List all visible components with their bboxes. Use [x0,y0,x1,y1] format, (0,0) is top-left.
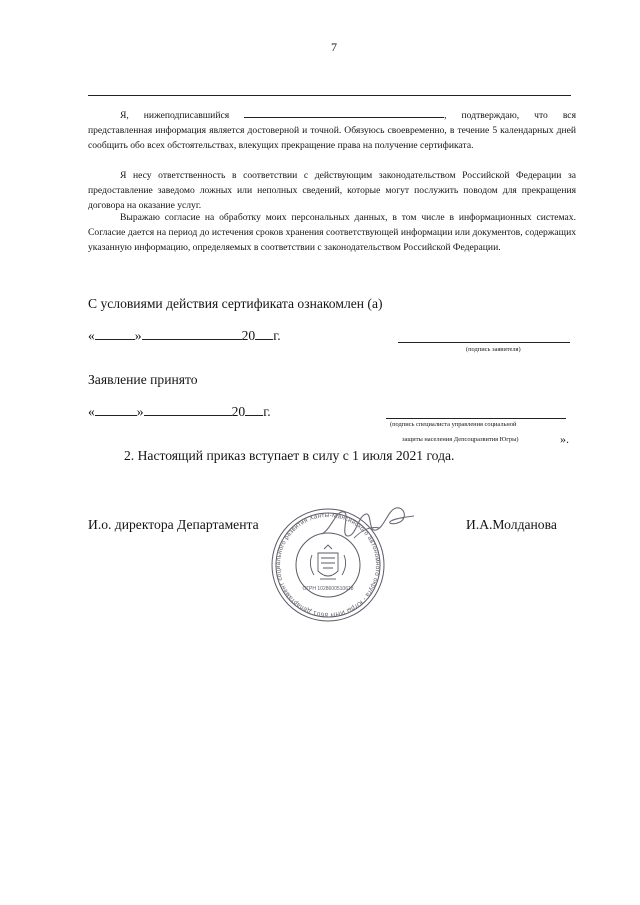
acknowledgement-date: « » 20 г. [88,328,281,343]
acceptance-date: « » 20 г. [88,404,271,419]
coat-of-arms-emblem [310,545,345,579]
applicant-signature-line [398,342,570,343]
specialist-caption-line-1: (подпись специалиста управления социальной [390,421,517,428]
page-number: 7 [331,40,337,54]
effective-date-item: 2. Настоящий приказ вступает в силу с 1 июля 2021 года. [124,448,455,463]
declaration-paragraph-3: Выражаю согласие на обработку моих персональных данных, в том числе в информационных системах. Согласие дается на период до истечения сроков хранения соответствующей информации или документов, содержащих указанную информацию, определяемых в соответствии с законодательством Российской Федерации. [88,212,576,253]
specialist-signature-line [386,418,566,419]
closing-quote: ». [560,432,569,446]
signatory-position: И.о. директора Департамента [88,517,259,532]
acknowledgement-text: С условиями действия сертификата ознакомлен (а) [88,296,383,311]
header-divider [88,95,571,96]
name-blank [244,108,444,118]
declaration-suffix: , подтверждаю, что вся представленная информация является достоверной и точной. Обязуюсь своевременно, в течение 5 календарных дней сообщить обо всех обстоятельствах, влекущих прекращение права на получение сертификата. [88,110,576,151]
svg-text:ОГРН 1028600510618: ОГРН 1028600510618 [302,586,354,592]
acceptance-text: Заявление принято [88,372,198,387]
declaration-paragraph-2: Я несу ответственность в соответствии с действующим законодательством Российской Федерации за предоставление заведомо ложных или неполных сведений, которые могут послужить поводом для прекращения договора на оказание услуг. [88,170,576,211]
year-blank [245,406,263,416]
stamp-ring-text: Департамент социального развития Ханты-Мансийского автономного округа - Югры ИНН 8601001201 [274,511,382,619]
declaration-prefix: Я, нижеподписавшийся [120,110,230,121]
year-blank [255,330,273,340]
handwritten-signature [318,500,418,544]
specialist-caption-line-2: защиты населения Депсоцразвития Югры) [402,436,519,443]
applicant-signature-caption: (подпись заявителя) [466,346,521,353]
month-blank [142,330,242,340]
signatory-name: И.А.Молданова [466,517,557,532]
day-blank [95,330,135,340]
declaration-paragraph-1 [88,108,576,153]
day-blank [95,406,137,416]
month-blank [144,406,232,416]
